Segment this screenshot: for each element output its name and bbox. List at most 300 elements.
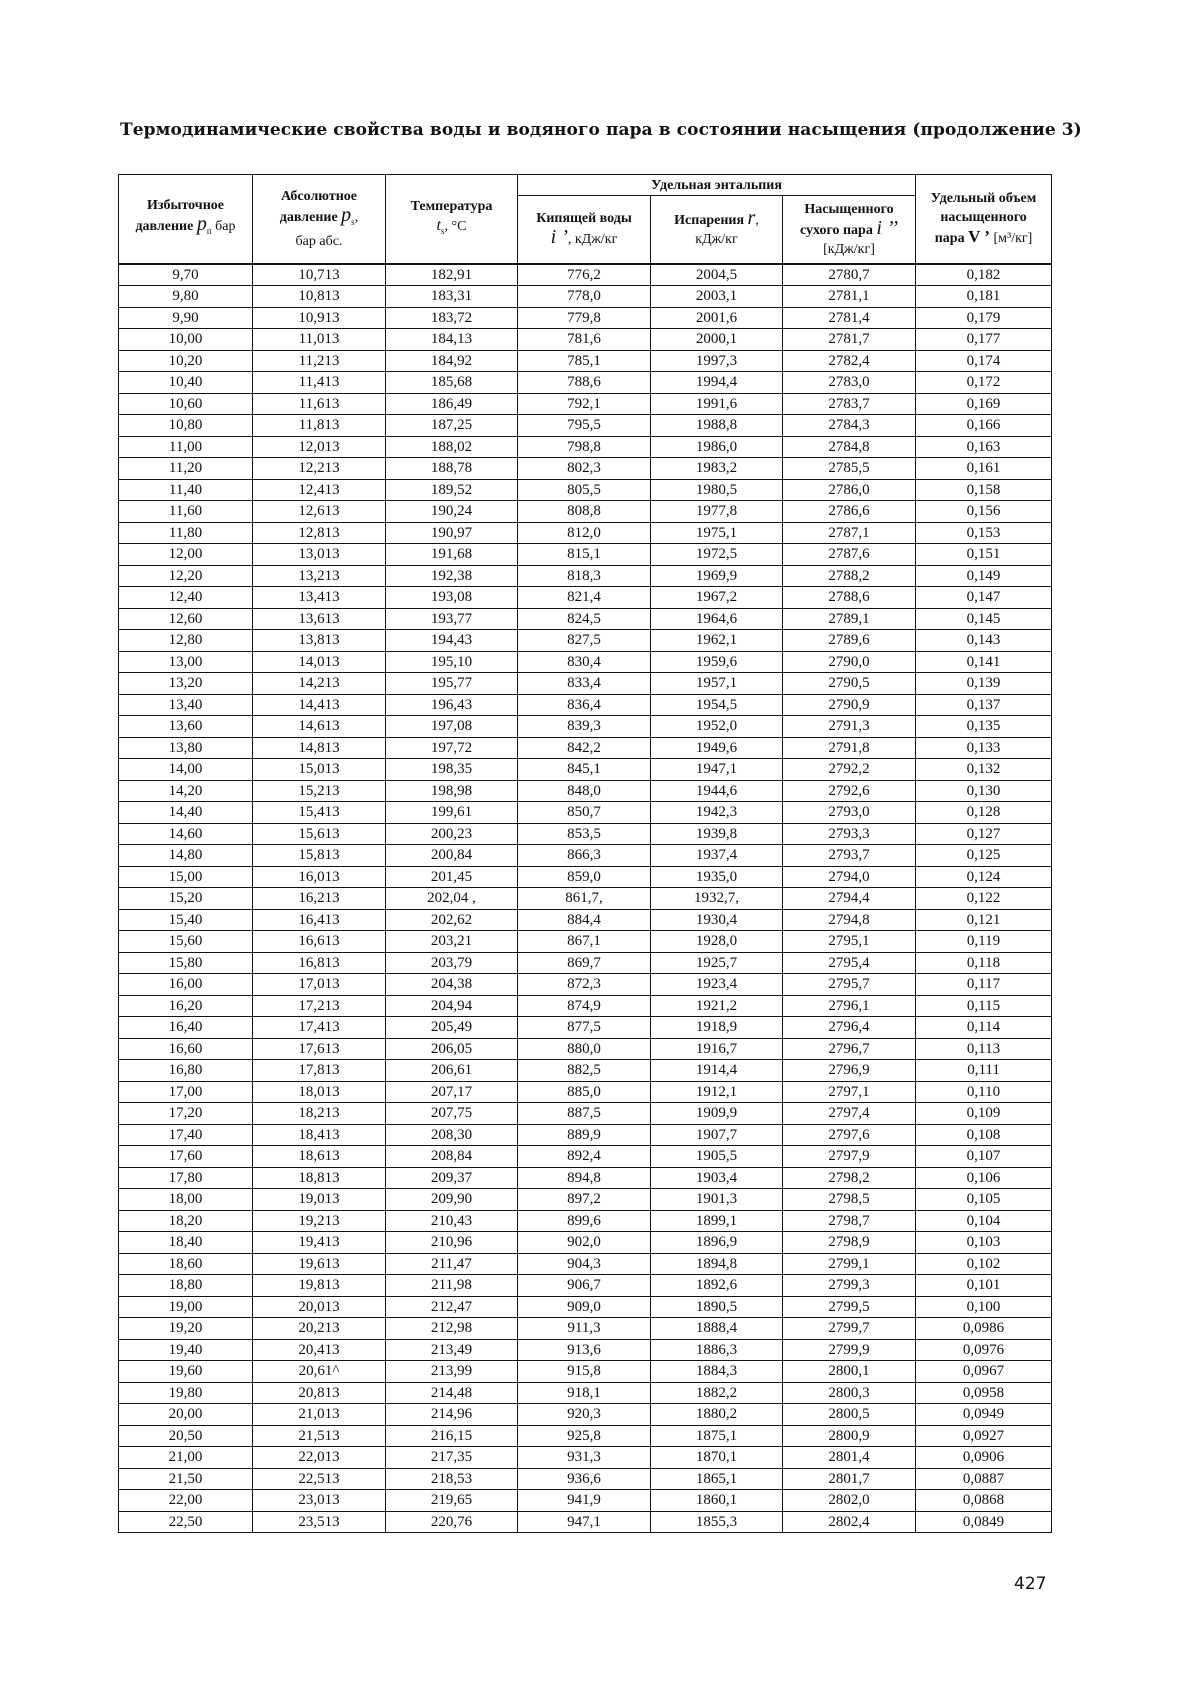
evaporation-enthalpy-cell: 1865,1 <box>651 1468 783 1490</box>
evaporation-enthalpy-cell: 1988,8 <box>651 415 783 437</box>
evaporation-enthalpy-cell: 1912,1 <box>651 1081 783 1103</box>
steam-enthalpy-cell: 2798,5 <box>783 1189 916 1211</box>
specific-volume-cell: 0,132 <box>916 759 1052 781</box>
specific-volume-cell: 0,145 <box>916 608 1052 630</box>
gauge-pressure-cell: 19,40 <box>119 1339 253 1361</box>
evaporation-enthalpy-cell: 1972,5 <box>651 544 783 566</box>
evaporation-enthalpy-cell: 1937,4 <box>651 845 783 867</box>
gauge-pressure-cell: 12,60 <box>119 608 253 630</box>
gauge-pressure-cell: 16,40 <box>119 1017 253 1039</box>
boiling-enthalpy-cell: 880,0 <box>518 1038 651 1060</box>
evaporation-enthalpy-cell: 1925,7 <box>651 952 783 974</box>
evaporation-enthalpy-cell: 2004,5 <box>651 264 783 286</box>
specific-volume-cell: 0,143 <box>916 630 1052 652</box>
evaporation-enthalpy-cell: 1991,6 <box>651 393 783 415</box>
table-row <box>119 1296 1052 1318</box>
temperature-cell: 205,49 <box>386 1017 518 1039</box>
specific-volume-cell: 0,181 <box>916 286 1052 308</box>
temperature-cell: 212,47 <box>386 1296 518 1318</box>
steam-enthalpy-cell: 2791,3 <box>783 716 916 738</box>
gauge-pressure-cell: 16,60 <box>119 1038 253 1060</box>
boiling-enthalpy-cell: 853,5 <box>518 823 651 845</box>
gauge-pressure-cell: 22,50 <box>119 1511 253 1533</box>
boiling-enthalpy-cell: 887,5 <box>518 1103 651 1125</box>
boiling-enthalpy-cell: 869,7 <box>518 952 651 974</box>
gauge-pressure-cell: 12,40 <box>119 587 253 609</box>
boiling-enthalpy-cell: 867,1 <box>518 931 651 953</box>
abs-pressure-cell: 17,613 <box>253 1038 386 1060</box>
abs-pressure-cell: 23,013 <box>253 1490 386 1512</box>
boiling-enthalpy-cell: 931,3 <box>518 1447 651 1469</box>
gauge-pressure-cell: 18,00 <box>119 1189 253 1211</box>
abs-pressure-cell: 18,813 <box>253 1167 386 1189</box>
temperature-cell: 206,61 <box>386 1060 518 1082</box>
steam-enthalpy-cell: 2800,9 <box>783 1425 916 1447</box>
abs-pressure-cell: 14,013 <box>253 651 386 673</box>
boiling-enthalpy-cell: 941,9 <box>518 1490 651 1512</box>
boiling-enthalpy-cell: 904,3 <box>518 1253 651 1275</box>
evaporation-enthalpy-cell: 1928,0 <box>651 931 783 953</box>
evaporation-enthalpy-cell: 1907,7 <box>651 1124 783 1146</box>
specific-volume-cell: 0,117 <box>916 974 1052 996</box>
table-row <box>119 651 1052 673</box>
gauge-pressure-cell: 14,20 <box>119 780 253 802</box>
steam-enthalpy-cell: 2799,7 <box>783 1318 916 1340</box>
table-row <box>119 974 1052 996</box>
gauge-pressure-cell: 9,70 <box>119 264 253 286</box>
evaporation-enthalpy-cell: 2000,1 <box>651 329 783 351</box>
gauge-pressure-cell: 20,50 <box>119 1425 253 1447</box>
abs-pressure-cell: 16,613 <box>253 931 386 953</box>
steam-enthalpy-cell: 2793,7 <box>783 845 916 867</box>
abs-pressure-cell: 16,213 <box>253 888 386 910</box>
abs-pressure-cell: 14,413 <box>253 694 386 716</box>
boiling-enthalpy-cell: 866,3 <box>518 845 651 867</box>
table-row <box>119 1447 1052 1469</box>
header-specific-volume: Удельный объем насыщенного пара V ’ [м³/кг] <box>916 175 1052 264</box>
steam-enthalpy-cell: 2792,2 <box>783 759 916 781</box>
evaporation-enthalpy-cell: 1952,0 <box>651 716 783 738</box>
abs-pressure-cell: 15,213 <box>253 780 386 802</box>
gauge-pressure-cell: 17,40 <box>119 1124 253 1146</box>
abs-pressure-cell: 18,013 <box>253 1081 386 1103</box>
gauge-pressure-cell: 14,60 <box>119 823 253 845</box>
table-row <box>119 694 1052 716</box>
specific-volume-cell: 0,151 <box>916 544 1052 566</box>
symbol-t: t <box>436 216 441 234</box>
abs-pressure-cell: 13,213 <box>253 565 386 587</box>
abs-pressure-cell: 16,813 <box>253 952 386 974</box>
table-row <box>119 608 1052 630</box>
table-row <box>119 1210 1052 1232</box>
temperature-cell: 220,76 <box>386 1511 518 1533</box>
evaporation-enthalpy-cell: 1903,4 <box>651 1167 783 1189</box>
boiling-enthalpy-cell: 833,4 <box>518 673 651 695</box>
table-row <box>119 436 1052 458</box>
evaporation-enthalpy-cell: 1957,1 <box>651 673 783 695</box>
specific-volume-cell: 0,177 <box>916 329 1052 351</box>
table-row <box>119 1511 1052 1533</box>
steam-enthalpy-cell: 2781,4 <box>783 307 916 329</box>
gauge-pressure-cell: 18,60 <box>119 1253 253 1275</box>
steam-enthalpy-cell: 2781,1 <box>783 286 916 308</box>
specific-volume-cell: 0,169 <box>916 393 1052 415</box>
gauge-pressure-cell: 19,80 <box>119 1382 253 1404</box>
evaporation-enthalpy-cell: 1967,2 <box>651 587 783 609</box>
temperature-cell: 213,99 <box>386 1361 518 1383</box>
evaporation-enthalpy-cell: 1997,3 <box>651 350 783 372</box>
specific-volume-cell: 0,0868 <box>916 1490 1052 1512</box>
steam-enthalpy-cell: 2780,7 <box>783 264 916 286</box>
steam-enthalpy-cell: 2788,6 <box>783 587 916 609</box>
gauge-pressure-cell: 12,20 <box>119 565 253 587</box>
boiling-enthalpy-cell: 892,4 <box>518 1146 651 1168</box>
abs-pressure-cell: 12,413 <box>253 479 386 501</box>
gauge-pressure-cell: 15,00 <box>119 866 253 888</box>
abs-pressure-cell: 14,613 <box>253 716 386 738</box>
steam-enthalpy-cell: 2793,0 <box>783 802 916 824</box>
abs-pressure-cell: 17,013 <box>253 974 386 996</box>
steam-enthalpy-cell: 2782,4 <box>783 350 916 372</box>
temperature-cell: 200,23 <box>386 823 518 845</box>
steam-enthalpy-cell: 2797,6 <box>783 1124 916 1146</box>
abs-pressure-cell: 21,513 <box>253 1425 386 1447</box>
gauge-pressure-cell: 19,20 <box>119 1318 253 1340</box>
gauge-pressure-cell: 21,00 <box>119 1447 253 1469</box>
temperature-cell: 182,91 <box>386 264 518 286</box>
temperature-cell: 185,68 <box>386 372 518 394</box>
gauge-pressure-cell: 11,00 <box>119 436 253 458</box>
specific-volume-cell: 0,130 <box>916 780 1052 802</box>
specific-volume-cell: 0,0976 <box>916 1339 1052 1361</box>
evaporation-enthalpy-cell: 1942,3 <box>651 802 783 824</box>
temperature-cell: 193,77 <box>386 608 518 630</box>
specific-volume-cell: 0,0967 <box>916 1361 1052 1383</box>
temperature-cell: 210,43 <box>386 1210 518 1232</box>
specific-volume-cell: 0,158 <box>916 479 1052 501</box>
boiling-enthalpy-cell: 781,6 <box>518 329 651 351</box>
table-row <box>119 931 1052 953</box>
abs-pressure-cell: 13,413 <box>253 587 386 609</box>
abs-pressure-cell: 23,513 <box>253 1511 386 1533</box>
steam-enthalpy-cell: 2787,6 <box>783 544 916 566</box>
header-temperature: Температура $t_s$, °C <box>386 175 518 264</box>
specific-volume-cell: 0,182 <box>916 264 1052 286</box>
abs-pressure-cell: 19,413 <box>253 1232 386 1254</box>
steam-enthalpy-cell: 2795,4 <box>783 952 916 974</box>
steam-enthalpy-cell: 2799,3 <box>783 1275 916 1297</box>
abs-pressure-cell: 20,813 <box>253 1382 386 1404</box>
steam-enthalpy-cell: 2801,7 <box>783 1468 916 1490</box>
table-row <box>119 909 1052 931</box>
specific-volume-cell: 0,101 <box>916 1275 1052 1297</box>
specific-volume-cell: 0,125 <box>916 845 1052 867</box>
table-row <box>119 307 1052 329</box>
evaporation-enthalpy-cell: 1886,3 <box>651 1339 783 1361</box>
table-row <box>119 759 1052 781</box>
gauge-pressure-cell: 11,80 <box>119 522 253 544</box>
table-row <box>119 952 1052 974</box>
specific-volume-cell: 0,100 <box>916 1296 1052 1318</box>
boiling-enthalpy-cell: 827,5 <box>518 630 651 652</box>
gauge-pressure-cell: 18,40 <box>119 1232 253 1254</box>
saturation-properties-table <box>118 174 1052 1533</box>
abs-pressure-cell: 12,213 <box>253 458 386 480</box>
boiling-enthalpy-cell: 885,0 <box>518 1081 651 1103</box>
specific-volume-cell: 0,106 <box>916 1167 1052 1189</box>
steam-enthalpy-cell: 2796,9 <box>783 1060 916 1082</box>
symbol-i-prime: i ’ <box>550 226 568 249</box>
temperature-cell: 208,30 <box>386 1124 518 1146</box>
abs-pressure-cell: 19,213 <box>253 1210 386 1232</box>
temperature-cell: 211,47 <box>386 1253 518 1275</box>
temperature-cell: 183,72 <box>386 307 518 329</box>
evaporation-enthalpy-cell: 1947,1 <box>651 759 783 781</box>
evaporation-enthalpy-cell: 1896,9 <box>651 1232 783 1254</box>
boiling-enthalpy-cell: 920,3 <box>518 1404 651 1426</box>
abs-pressure-cell: 16,013 <box>253 866 386 888</box>
specific-volume-cell: 0,114 <box>916 1017 1052 1039</box>
gauge-pressure-cell: 13,60 <box>119 716 253 738</box>
steam-enthalpy-cell: 2802,0 <box>783 1490 916 1512</box>
gauge-pressure-cell: 10,00 <box>119 329 253 351</box>
abs-pressure-cell: 12,613 <box>253 501 386 523</box>
evaporation-enthalpy-cell: 1975,1 <box>651 522 783 544</box>
gauge-pressure-cell: 15,80 <box>119 952 253 974</box>
boiling-enthalpy-cell: 882,5 <box>518 1060 651 1082</box>
abs-pressure-cell: 15,613 <box>253 823 386 845</box>
specific-volume-cell: 0,147 <box>916 587 1052 609</box>
boiling-enthalpy-cell: 872,3 <box>518 974 651 996</box>
table-row <box>119 479 1052 501</box>
evaporation-enthalpy-cell: 1969,9 <box>651 565 783 587</box>
boiling-enthalpy-cell: 839,3 <box>518 716 651 738</box>
steam-enthalpy-cell: 2784,3 <box>783 415 916 437</box>
table-row <box>119 1318 1052 1340</box>
abs-pressure-cell: 13,613 <box>253 608 386 630</box>
temperature-cell: 203,21 <box>386 931 518 953</box>
steam-enthalpy-cell: 2798,2 <box>783 1167 916 1189</box>
temperature-cell: 209,37 <box>386 1167 518 1189</box>
abs-pressure-cell: 17,813 <box>253 1060 386 1082</box>
abs-pressure-cell: 12,813 <box>253 522 386 544</box>
table-row <box>119 415 1052 437</box>
specific-volume-cell: 0,104 <box>916 1210 1052 1232</box>
boiling-enthalpy-cell: 776,2 <box>518 264 651 286</box>
specific-volume-cell: 0,118 <box>916 952 1052 974</box>
temperature-cell: 198,98 <box>386 780 518 802</box>
gauge-pressure-cell: 10,40 <box>119 372 253 394</box>
temperature-cell: 211,98 <box>386 1275 518 1297</box>
gauge-pressure-cell: 13,40 <box>119 694 253 716</box>
steam-enthalpy-cell: 2801,4 <box>783 1447 916 1469</box>
page-title: Термодинамические свойства воды и водяного пара в состоянии насыщения (продолжение 3) <box>120 120 1082 140</box>
gauge-pressure-cell: 20,00 <box>119 1404 253 1426</box>
abs-pressure-cell: 11,813 <box>253 415 386 437</box>
temperature-cell: 184,92 <box>386 350 518 372</box>
boiling-enthalpy-cell: 788,6 <box>518 372 651 394</box>
steam-enthalpy-cell: 2797,9 <box>783 1146 916 1168</box>
temperature-cell: 202,62 <box>386 909 518 931</box>
table-row <box>119 350 1052 372</box>
boiling-enthalpy-cell: 836,4 <box>518 694 651 716</box>
gauge-pressure-cell: 12,80 <box>119 630 253 652</box>
boiling-enthalpy-cell: 894,8 <box>518 1167 651 1189</box>
boiling-enthalpy-cell: 911,3 <box>518 1318 651 1340</box>
gauge-pressure-cell: 13,00 <box>119 651 253 673</box>
temperature-cell: 207,75 <box>386 1103 518 1125</box>
abs-pressure-cell: 18,213 <box>253 1103 386 1125</box>
specific-volume-cell: 0,128 <box>916 802 1052 824</box>
temperature-cell: 190,24 <box>386 501 518 523</box>
steam-enthalpy-cell: 2785,5 <box>783 458 916 480</box>
specific-volume-cell: 0,107 <box>916 1146 1052 1168</box>
steam-enthalpy-cell: 2792,6 <box>783 780 916 802</box>
temperature-cell: 186,49 <box>386 393 518 415</box>
evaporation-enthalpy-cell: 1977,8 <box>651 501 783 523</box>
boiling-enthalpy-cell: 918,1 <box>518 1382 651 1404</box>
table-row <box>119 1253 1052 1275</box>
temperature-cell: 219,65 <box>386 1490 518 1512</box>
temperature-cell: 209,90 <box>386 1189 518 1211</box>
abs-pressure-cell: 18,413 <box>253 1124 386 1146</box>
boiling-enthalpy-cell: 808,8 <box>518 501 651 523</box>
gauge-pressure-cell: 10,20 <box>119 350 253 372</box>
evaporation-enthalpy-cell: 1986,0 <box>651 436 783 458</box>
temperature-cell: 214,96 <box>386 1404 518 1426</box>
steam-enthalpy-cell: 2802,4 <box>783 1511 916 1533</box>
specific-volume-cell: 0,105 <box>916 1189 1052 1211</box>
temperature-cell: 187,25 <box>386 415 518 437</box>
gauge-pressure-cell: 9,80 <box>119 286 253 308</box>
temperature-cell: 207,17 <box>386 1081 518 1103</box>
table-row <box>119 1382 1052 1404</box>
table-row <box>119 888 1052 910</box>
steam-enthalpy-cell: 2799,1 <box>783 1253 916 1275</box>
table-row <box>119 1017 1052 1039</box>
gauge-pressure-cell: 17,00 <box>119 1081 253 1103</box>
boiling-enthalpy-cell: 845,1 <box>518 759 651 781</box>
table-row <box>119 1425 1052 1447</box>
table-row <box>119 716 1052 738</box>
temperature-cell: 217,35 <box>386 1447 518 1469</box>
temperature-cell: 212,98 <box>386 1318 518 1340</box>
table-row <box>119 995 1052 1017</box>
steam-enthalpy-cell: 2783,0 <box>783 372 916 394</box>
abs-pressure-cell: 15,413 <box>253 802 386 824</box>
table-row <box>119 393 1052 415</box>
gauge-pressure-cell: 12,00 <box>119 544 253 566</box>
steam-enthalpy-cell: 2794,4 <box>783 888 916 910</box>
abs-pressure-cell: 13,013 <box>253 544 386 566</box>
temperature-cell: 204,94 <box>386 995 518 1017</box>
boiling-enthalpy-cell: 899,6 <box>518 1210 651 1232</box>
gauge-pressure-cell: 15,20 <box>119 888 253 910</box>
steam-enthalpy-cell: 2784,8 <box>783 436 916 458</box>
steam-enthalpy-cell: 2791,8 <box>783 737 916 759</box>
boiling-enthalpy-cell: 785,1 <box>518 350 651 372</box>
evaporation-enthalpy-cell: 1855,3 <box>651 1511 783 1533</box>
temperature-cell: 191,68 <box>386 544 518 566</box>
abs-pressure-cell: 11,013 <box>253 329 386 351</box>
boiling-enthalpy-cell: 889,9 <box>518 1124 651 1146</box>
boiling-enthalpy-cell: 859,0 <box>518 866 651 888</box>
abs-pressure-cell: 12,013 <box>253 436 386 458</box>
boiling-enthalpy-cell: 906,7 <box>518 1275 651 1297</box>
gauge-pressure-cell: 15,40 <box>119 909 253 931</box>
table-row <box>119 264 1052 286</box>
evaporation-enthalpy-cell: 1892,6 <box>651 1275 783 1297</box>
temperature-cell: 202,04 , <box>386 888 518 910</box>
specific-volume-cell: 0,127 <box>916 823 1052 845</box>
steam-enthalpy-cell: 2793,3 <box>783 823 916 845</box>
specific-volume-cell: 0,109 <box>916 1103 1052 1125</box>
steam-enthalpy-cell: 2797,1 <box>783 1081 916 1103</box>
table-row <box>119 630 1052 652</box>
table-row <box>119 286 1052 308</box>
temperature-cell: 197,08 <box>386 716 518 738</box>
table-row <box>119 1124 1052 1146</box>
evaporation-enthalpy-cell: 1923,4 <box>651 974 783 996</box>
gauge-pressure-cell: 14,40 <box>119 802 253 824</box>
table-row <box>119 1167 1052 1189</box>
abs-pressure-cell: 20,413 <box>253 1339 386 1361</box>
boiling-enthalpy-cell: 818,3 <box>518 565 651 587</box>
table-row <box>119 1081 1052 1103</box>
specific-volume-cell: 0,172 <box>916 372 1052 394</box>
temperature-cell: 199,61 <box>386 802 518 824</box>
table-row <box>119 587 1052 609</box>
evaporation-enthalpy-cell: 1935,0 <box>651 866 783 888</box>
temperature-cell: 194,43 <box>386 630 518 652</box>
evaporation-enthalpy-cell: 1964,6 <box>651 608 783 630</box>
evaporation-enthalpy-cell: 1909,9 <box>651 1103 783 1125</box>
gauge-pressure-cell: 11,20 <box>119 458 253 480</box>
table-row <box>119 780 1052 802</box>
gauge-pressure-cell: 9,90 <box>119 307 253 329</box>
evaporation-enthalpy-cell: 1930,4 <box>651 909 783 931</box>
gauge-pressure-cell: 16,20 <box>119 995 253 1017</box>
specific-volume-cell: 0,149 <box>916 565 1052 587</box>
evaporation-enthalpy-cell: 1870,1 <box>651 1447 783 1469</box>
temperature-cell: 196,43 <box>386 694 518 716</box>
steam-enthalpy-cell: 2797,4 <box>783 1103 916 1125</box>
temperature-cell: 218,53 <box>386 1468 518 1490</box>
gauge-pressure-cell: 14,80 <box>119 845 253 867</box>
table-row <box>119 1404 1052 1426</box>
evaporation-enthalpy-cell: 1994,4 <box>651 372 783 394</box>
table-row <box>119 501 1052 523</box>
evaporation-enthalpy-cell: 1980,5 <box>651 479 783 501</box>
specific-volume-cell: 0,135 <box>916 716 1052 738</box>
evaporation-enthalpy-cell: 1962,1 <box>651 630 783 652</box>
boiling-enthalpy-cell: 850,7 <box>518 802 651 824</box>
boiling-enthalpy-cell: 913,6 <box>518 1339 651 1361</box>
steam-enthalpy-cell: 2790,9 <box>783 694 916 716</box>
abs-pressure-cell: 11,213 <box>253 350 386 372</box>
boiling-enthalpy-cell: 848,0 <box>518 780 651 802</box>
evaporation-enthalpy-cell: 1890,5 <box>651 1296 783 1318</box>
table-row <box>119 1060 1052 1082</box>
header-saturated-steam: Насыщенного сухого пара i ’’ [кДж/кг] <box>783 196 916 264</box>
steam-enthalpy-cell: 2790,5 <box>783 673 916 695</box>
gauge-pressure-cell: 13,80 <box>119 737 253 759</box>
evaporation-enthalpy-cell: 1944,6 <box>651 780 783 802</box>
abs-pressure-cell: 19,613 <box>253 1253 386 1275</box>
abs-pressure-cell: 16,413 <box>253 909 386 931</box>
temperature-cell: 189,52 <box>386 479 518 501</box>
steam-enthalpy-cell: 2800,5 <box>783 1404 916 1426</box>
